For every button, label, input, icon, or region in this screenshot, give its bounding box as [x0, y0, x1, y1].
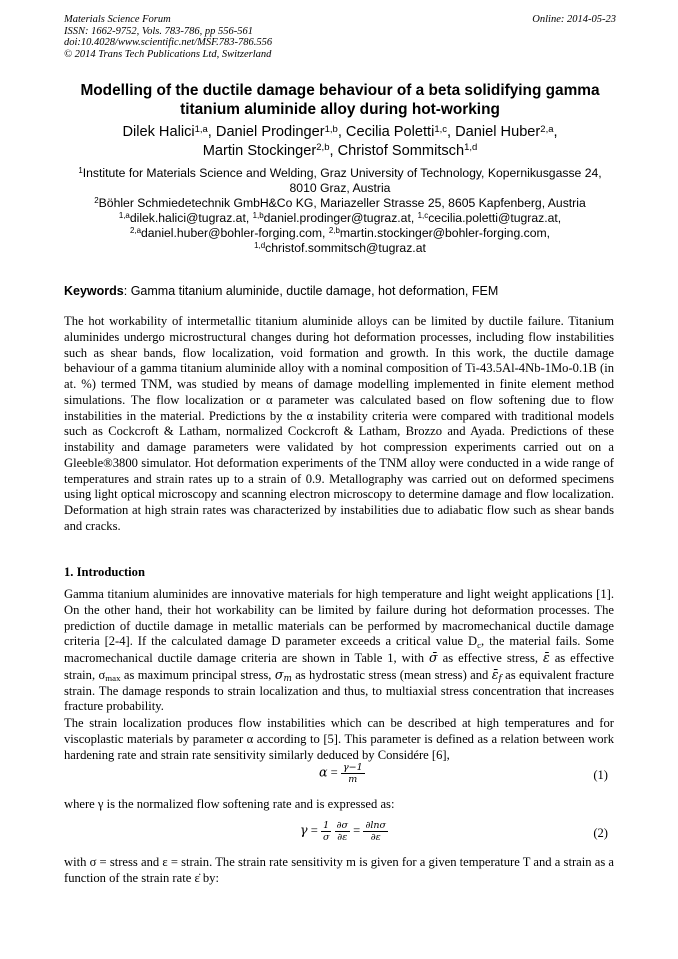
email-line-2: $^{2,a}$daniel.huber@bohler-forging.com, $^{2,b}$martin.stockinger@bohler-forging.com,	[129, 225, 551, 240]
intro-paragraph-1: Gamma titanium aluminides are innovative materials for high temperature and light weight applications [1]. On the other hand, their hot workability can be limited by failure during hot deformation processes. The prediction of ductile damage in metallic materials can be performed by macromechanical ductile damage criteria [2-4]. If the calculated damage D parameter exceeds a critical value $D_c$, the material fails. Some macromechanical ductile damage criteria are shown in Table 1, with σ̄ as effective stress, ε̄ as effective strain, $\sigma_{max}$ as maximum principal stress, $\sigma_m$ as hydrostatic stress (mean stress) and $\varepsilon̄_f$ as equivalent fracture strain. The damage responds to strain localization and thus, to multiaxial stress concentration that increases fracture probability.	[64, 587, 614, 714]
doi: doi:10.4028/www.scientific.net/MSF.783-786.556	[64, 37, 273, 49]
author-sup: 2,a	[540, 123, 554, 135]
running-header	[64, 14, 616, 60]
email: christof.sommitsch@tugraz.at	[265, 240, 426, 255]
author-sup: 1,a	[194, 123, 208, 135]
author-list	[60, 123, 620, 160]
keywords	[64, 283, 616, 299]
author-sup: 1,c	[434, 123, 447, 135]
author-line-1: Dilek Halici$^{1,a}$, Daniel Prodinger$^{1,b}$, Cecilia Poletti$^{1,c}$, Daniel Huber$^{2,a}$,	[122, 123, 558, 140]
title-line-1: Modelling of the ductile damage behaviour of a beta solidifying gamma	[80, 82, 600, 99]
email: daniel.huber@bohler-forging.com,	[140, 225, 326, 240]
author-name: Dilek Halici	[122, 124, 195, 140]
author-sup: 1,b	[324, 123, 338, 135]
hydrostatic-stress-symbol: $\sigma_m$	[274, 666, 292, 685]
author-sup: 1,d	[464, 142, 478, 154]
equation-number: (2)	[593, 826, 608, 840]
equation-2-formula: γ = $\frac{1}{\sigma}$ $\frac{\partial\sigma}{\partial\varepsilon}$ = $\frac{\partial\ln\sigma}{\partial\varepsilon}$	[300, 820, 386, 843]
effective-stress-symbol: σ̄	[429, 650, 438, 665]
equation-number: (1)	[593, 768, 608, 782]
issn: ISSN: 1662-9752, Vols. 783-786, pp 556-561	[64, 25, 253, 37]
title-line-2: titanium aluminide alloy during hot-working	[180, 100, 500, 118]
section-heading: 1. Introduction	[64, 565, 145, 579]
keywords-label: Keywords	[64, 284, 124, 298]
equation-1	[64, 762, 614, 792]
effective-strain-symbol: ε̄	[542, 650, 550, 665]
affiliation-1: $^1$Institute for Materials Science and Welding, Graz University of Technology, Kopernikusgasse 24,	[78, 166, 602, 180]
equation-2	[64, 820, 614, 850]
fracture-strain-symbol: $\varepsilon̄_f$	[491, 666, 502, 685]
text-after-equation-2: with σ = stress and ε = strain. The strain rate sensitivity m is given for a given temperature T and a strain as a function of the strain rate ε̇ by:	[64, 855, 614, 885]
email: dilek.halici@tugraz.at,	[129, 210, 250, 225]
copyright: © 2014 Trans Tech Publications Ltd, Switzerland	[64, 48, 272, 60]
text-after-equation-1: where γ is the normalized flow softening rate and is expressed as:	[64, 797, 395, 811]
equation-1-formula: α = $\frac{\gamma-1}{m}$	[319, 762, 363, 785]
abstract: The hot workability of intermetallic titanium aluminide alloys can be limited by ductile failure. Titanium aluminides undergo microstructural changes during hot deformation processes, including flow instabilities such as shear bands, flow localization, void formation and growth. In this work, the ductile damage behaviour of a gamma titanium aluminide alloy with a nominal composition of Ti-43.5Al-4Nb-1Mo-0.1B (in at. %) termed TNM, was studied by means of damage modelling implemented in finite element method simulations. The flow localization or α parameter was calculated based on flow softening due to flow instabilities in the material. Predictions by the α instability criteria were compared with traditional models such as Cockcroft & Latham, normalized Cockcroft & Latham, Brozzo and Ayada. Predictions of these instability and damage parameters were validated by hot compression experiments carried out on a Gleeble®3800 simulator. Hot deformation experiments of the TNM alloy were conducted in a wide range of temperatures and strain rates up to a strain of 0.9. Metallography was carried out on deformed specimens using light optical microscopy and scanning electron microscopy to determine damage and flow localization. Deformation at high strain rates was characterized by instabilities due to adiabatic flow such as shear bands and cracks.	[64, 314, 614, 533]
email-line-1: $^{1,a}$dilek.halici@tugraz.at, $^{1,b}$daniel.prodinger@tugraz.at, $^{1,c}$cecilia.poletti@tugraz.at,	[118, 210, 562, 225]
author-name: Daniel Huber	[455, 124, 541, 140]
author-name: Daniel Prodinger	[215, 124, 325, 140]
affiliation-1-city: 8010 Graz, Austria	[289, 180, 391, 195]
affiliations	[60, 166, 620, 255]
paper-title	[60, 82, 620, 119]
email: daniel.prodinger@tugraz.at,	[263, 210, 415, 225]
author-name: Cecilia Poletti	[345, 124, 435, 140]
keywords-text: : Gamma titanium aluminide, ductile damage, hot deformation, FEM	[123, 284, 499, 298]
email-line-3: $^{1,d}$christof.sommitsch@tugraz.at	[254, 240, 426, 255]
online-date: Online: 2014-05-23	[532, 14, 616, 25]
author-sup: 2,b	[316, 142, 330, 154]
author-name: Martin Stockinger	[202, 142, 317, 159]
author-name: Christof Sommitsch	[337, 142, 465, 159]
affiliation-2: $^2$Böhler Schmiedetechnik GmbH&Co KG, Mariazeller Strasse 25, 8605 Kapfenberg, Austria	[94, 195, 586, 210]
journal-name: Materials Science Forum	[64, 14, 171, 25]
intro-paragraph-2: The strain localization produces flow instabilities which can be described at high temperatures and for viscoplastic materials by parameter α according to [5]. This parameter is defined as a relation between work hardening rate and strain rate sensitivity similarly deduced by Considére [6],	[64, 716, 614, 762]
email: martin.stockinger@bohler-forging.com,	[339, 225, 551, 240]
email: cecilia.poletti@tugraz.at,	[428, 210, 562, 225]
author-line-2: Martin Stockinger$^{2,b}$, Christof Sommitsch$^{1,d}$	[202, 142, 478, 159]
